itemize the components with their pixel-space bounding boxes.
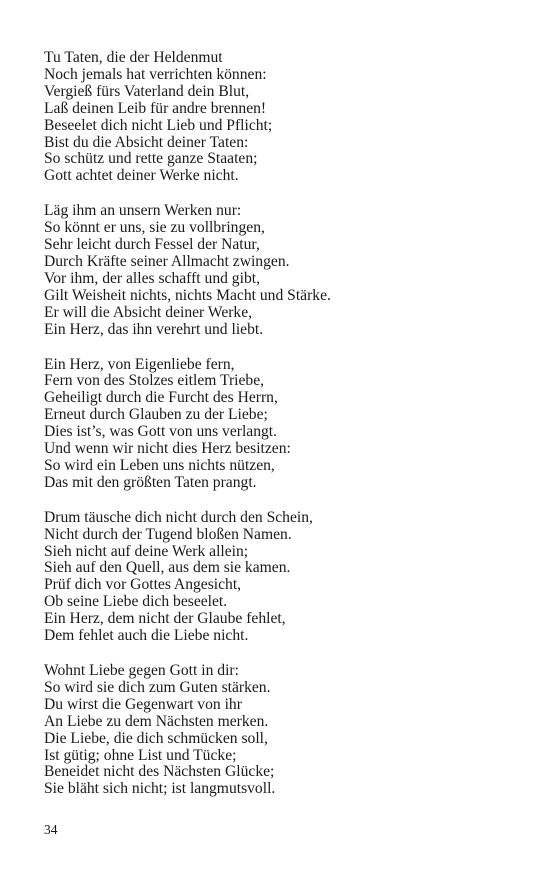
verse-line: Erneut durch Glauben zu der Liebe; [44, 406, 268, 424]
verse-line: Ein Herz, dem nicht der Glaube fehlet, [44, 610, 286, 628]
verse-line: Die Liebe, die dich schmücken soll, [44, 729, 268, 747]
verse-line: Vergieß fürs Vaterland dein Blut, [44, 82, 250, 100]
stanza-3 [44, 357, 524, 492]
poem-text [44, 50, 524, 816]
verse-line: Prüf dich vor Gottes Angesicht, [44, 576, 242, 594]
stanza-2 [44, 203, 524, 338]
verse-line: Durch Kräfte seiner Allmacht zwingen. [44, 252, 290, 270]
verse-line: Noch jemals hat verrichten können: [44, 65, 267, 83]
page-number: 34 [44, 822, 58, 837]
stanza-5 [44, 663, 524, 798]
verse-line: Ob seine Liebe dich beseelet. [44, 593, 228, 611]
verse-line: Das mit den größten Taten prangt. [44, 473, 257, 491]
verse-line: Ein Herz, von Eigenliebe fern, [44, 355, 235, 373]
verse-line: Dies ist’s, was Gott von uns verlangt. [44, 423, 278, 441]
verse-line: Vor ihm, der alles schafft und gibt, [44, 269, 260, 287]
verse-line: So wird sie dich zum Guten stärken. [44, 678, 271, 696]
verse-line: Nicht durch der Tugend bloßen Namen. [44, 525, 292, 543]
stanza-1 [44, 50, 524, 185]
verse-line: Sieh auf den Quell, aus dem sie kamen. [44, 559, 291, 577]
verse-line: Tu Taten, die der Heldenmut [44, 49, 223, 66]
verse-line: So schütz und rette ganze Staaten; [44, 150, 258, 168]
verse-line: Ein Herz, das ihn verehrt und liebt. [44, 320, 264, 338]
verse-line: Dem fehlet auch die Liebe nicht. [44, 627, 249, 645]
verse-line: An Liebe zu dem Nächsten merken. [44, 712, 269, 730]
verse-line: Laß deinen Leib für andre brennen! [44, 99, 267, 117]
verse-line: Fern von des Stolzes eitlem Triebe, [44, 372, 265, 390]
verse-line: Ist gütig; ohne List und Tücke; [44, 746, 237, 764]
verse-line: Sie bläht sich nicht; ist langmutsvoll. [44, 780, 276, 798]
verse-line: Sehr leicht durch Fessel der Natur, [44, 236, 260, 254]
verse-line: Du wirst die Gegenwart von ihr [44, 695, 242, 713]
verse-line: So könnt er uns, sie zu vollbringen, [44, 219, 265, 237]
verse-line: Er will die Absicht deiner Werke, [44, 303, 253, 321]
verse-line: Sieh nicht auf deine Werk allein; [44, 542, 249, 560]
verse-line: Bist du die Absicht deiner Taten: [44, 133, 249, 151]
verse-line: Beneidet nicht des Nächsten Glücke; [44, 763, 275, 781]
verse-line: Und wenn wir nicht dies Herz besitzen: [44, 440, 291, 458]
verse-line: So wird ein Leben uns nichts nützen, [44, 456, 275, 474]
verse-line: Gott achtet deiner Werke nicht. [44, 167, 239, 185]
verse-line: Drum täusche dich nicht durch den Schein, [44, 508, 313, 526]
verse-line: Geheiligt durch die Furcht des Herrn, [44, 389, 278, 407]
verse-line: Beseelet dich nicht Lieb und Pflicht; [44, 116, 273, 134]
verse-line: Gilt Weisheit nichts, nichts Macht und Stärke. [44, 286, 331, 304]
stanza-4 [44, 510, 524, 645]
verse-line: Wohnt Liebe gegen Gott in dir: [44, 662, 239, 679]
verse-line: Läg ihm an unsern Werken nur: [44, 202, 242, 220]
